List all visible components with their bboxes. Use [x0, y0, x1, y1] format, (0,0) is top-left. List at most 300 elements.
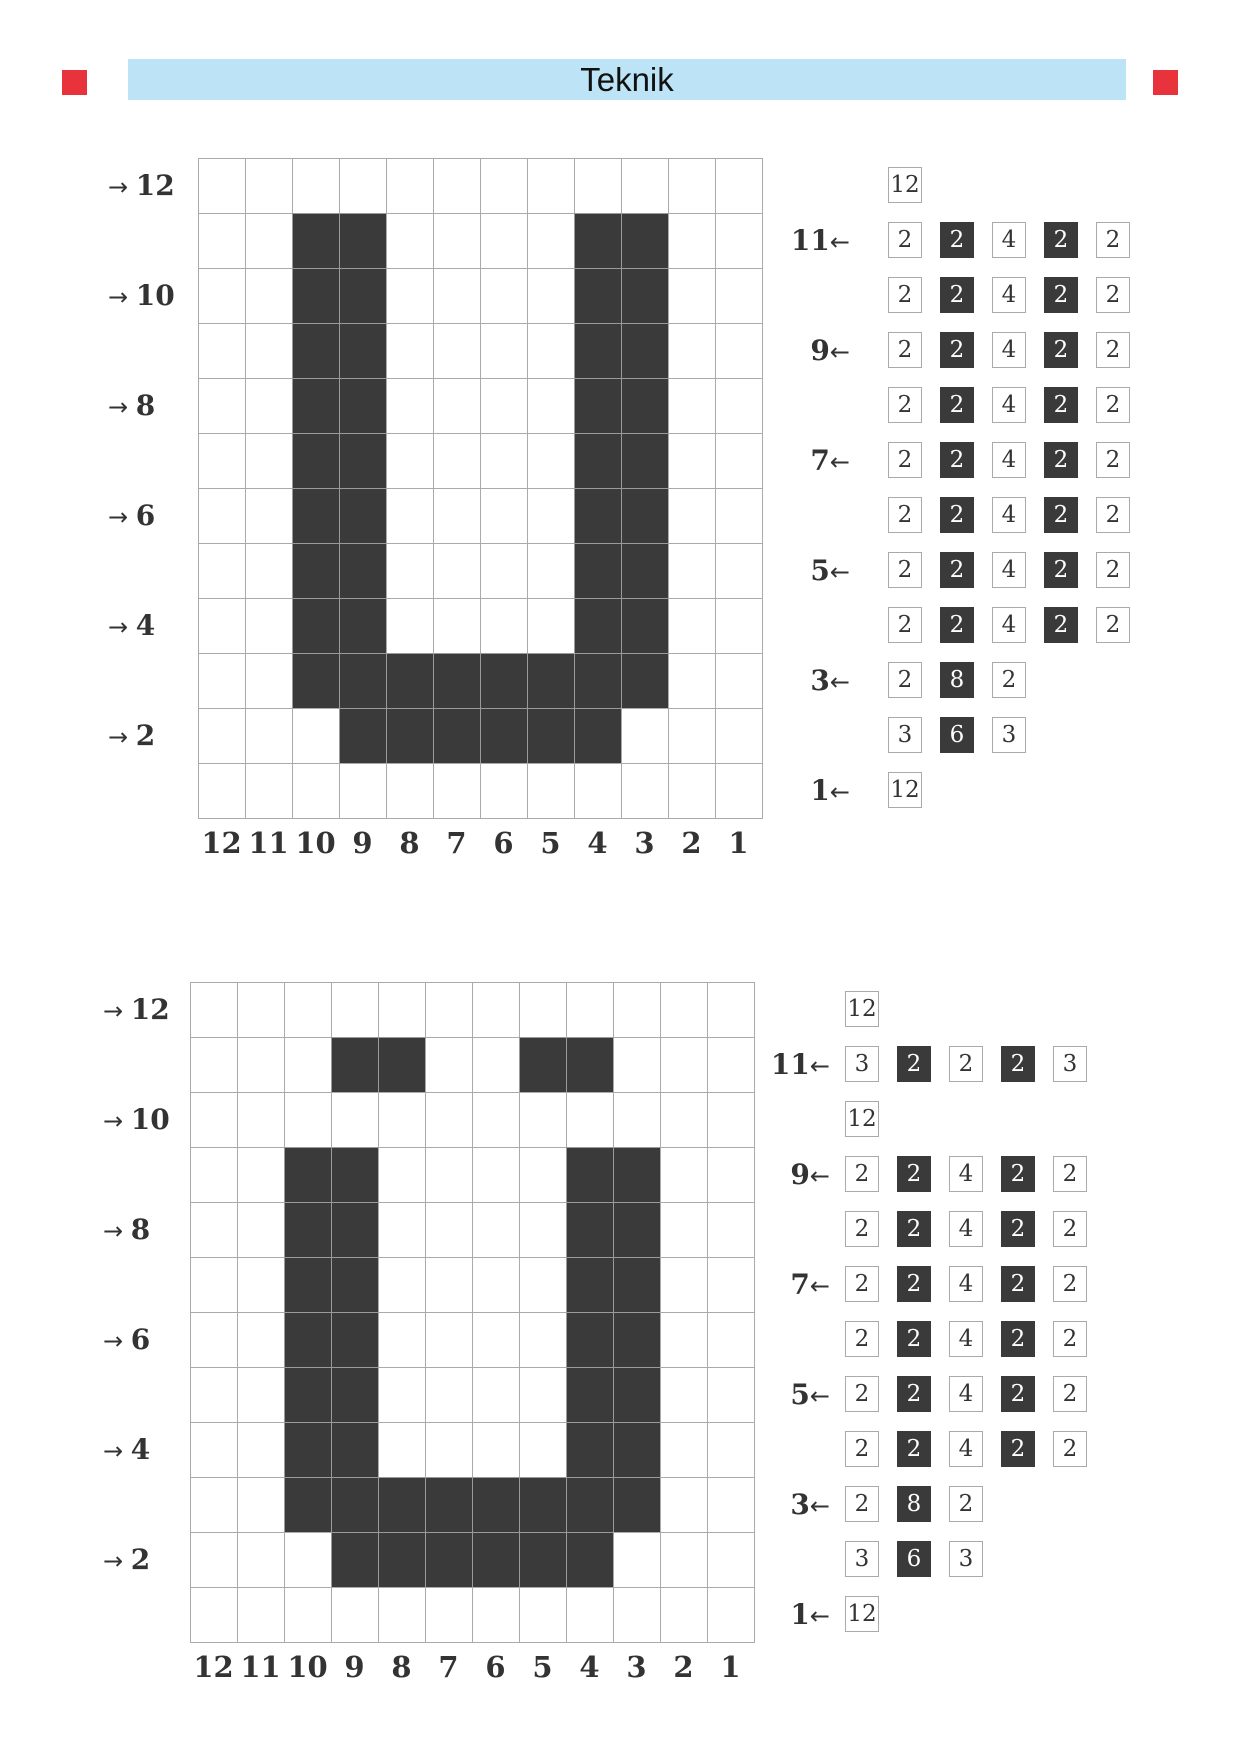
grid-cell-filled[interactable]: [386, 653, 434, 709]
grid-cell-filled[interactable]: [613, 1257, 661, 1313]
grid-cell[interactable]: [331, 982, 379, 1038]
grid-cell[interactable]: [284, 982, 332, 1038]
grid-cell-filled[interactable]: [574, 323, 622, 379]
grid-cell[interactable]: [621, 763, 669, 819]
grid-cell-filled[interactable]: [284, 1367, 332, 1423]
grid-cell[interactable]: [519, 1147, 567, 1203]
grid-cell[interactable]: [378, 1092, 426, 1148]
grid-cell[interactable]: [660, 1202, 708, 1258]
grid-cell[interactable]: [433, 433, 481, 489]
grid-cell[interactable]: [660, 1312, 708, 1368]
grid-cell[interactable]: [198, 488, 246, 544]
grid-cell-filled[interactable]: [339, 653, 387, 709]
grid-cell[interactable]: [660, 1257, 708, 1313]
grid-cell-filled[interactable]: [574, 598, 622, 654]
grid-cell[interactable]: [480, 763, 528, 819]
grid-cell-filled[interactable]: [613, 1367, 661, 1423]
grid-cell[interactable]: [425, 1312, 473, 1368]
grid-cell[interactable]: [425, 1092, 473, 1148]
grid-cell[interactable]: [198, 433, 246, 489]
grid-cell[interactable]: [707, 982, 755, 1038]
grid-cell-filled[interactable]: [527, 708, 575, 764]
grid-cell[interactable]: [480, 323, 528, 379]
grid-cell[interactable]: [668, 708, 716, 764]
grid-cell-filled[interactable]: [339, 708, 387, 764]
grid-cell[interactable]: [668, 268, 716, 324]
arrow-left-icon: ←: [829, 338, 850, 366]
grid-cell-filled[interactable]: [613, 1477, 661, 1533]
grid-cell-filled[interactable]: [339, 488, 387, 544]
grid-cell-filled[interactable]: [284, 1202, 332, 1258]
grid-cell[interactable]: [425, 1147, 473, 1203]
grid-cell[interactable]: [386, 378, 434, 434]
grid-cell[interactable]: [707, 1147, 755, 1203]
grid-cell[interactable]: [472, 1202, 520, 1258]
grid-cell-filled[interactable]: [339, 213, 387, 269]
arrow-left-icon: ←: [809, 1602, 830, 1630]
clue-box-dark: 2: [897, 1376, 931, 1412]
grid-cell[interactable]: [190, 982, 238, 1038]
grid-cell[interactable]: [378, 1147, 426, 1203]
grid-cell[interactable]: [198, 653, 246, 709]
row-label-right: [810, 554, 850, 587]
grid-cell[interactable]: [386, 598, 434, 654]
grid-cell[interactable]: [527, 488, 575, 544]
grid-cell[interactable]: [425, 1587, 473, 1643]
grid-cell-filled[interactable]: [574, 653, 622, 709]
grid-cell-filled[interactable]: [613, 1312, 661, 1368]
grid-cell-filled[interactable]: [621, 378, 669, 434]
grid-cell-filled[interactable]: [621, 598, 669, 654]
grid-cell[interactable]: [433, 268, 481, 324]
grid-cell[interactable]: [668, 323, 716, 379]
grid-cell[interactable]: [668, 158, 716, 214]
grid-cell-filled[interactable]: [566, 1312, 614, 1368]
grid-cell-filled[interactable]: [527, 653, 575, 709]
grid-cell[interactable]: [237, 1257, 285, 1313]
grid-cell-filled[interactable]: [621, 543, 669, 599]
grid-cell[interactable]: [660, 1147, 708, 1203]
grid-cell[interactable]: [660, 982, 708, 1038]
grid-cell-filled[interactable]: [566, 1422, 614, 1478]
grid-cell-filled[interactable]: [574, 488, 622, 544]
grid-cell[interactable]: [237, 982, 285, 1038]
grid-cell[interactable]: [668, 488, 716, 544]
grid-cell[interactable]: [378, 1587, 426, 1643]
grid-cell[interactable]: [472, 1257, 520, 1313]
grid-cell-filled[interactable]: [566, 1257, 614, 1313]
grid-cell-filled[interactable]: [331, 1477, 379, 1533]
grid-cell[interactable]: [425, 982, 473, 1038]
grid-cell-filled[interactable]: [621, 653, 669, 709]
grid-cell[interactable]: [715, 378, 763, 434]
grid-cell-filled[interactable]: [378, 1532, 426, 1588]
grid-cell[interactable]: [237, 1367, 285, 1423]
grid-cell[interactable]: [245, 213, 293, 269]
grid-cell-filled[interactable]: [386, 708, 434, 764]
grid-cell[interactable]: [245, 708, 293, 764]
grid-cell[interactable]: [480, 433, 528, 489]
grid-cell[interactable]: [519, 1312, 567, 1368]
grid-cell[interactable]: [519, 1367, 567, 1423]
grid-cell[interactable]: [707, 1312, 755, 1368]
grid-cell-filled[interactable]: [433, 708, 481, 764]
grid-cell[interactable]: [519, 1587, 567, 1643]
grid-cell-filled[interactable]: [480, 653, 528, 709]
grid-cell-filled[interactable]: [284, 1312, 332, 1368]
grid-cell[interactable]: [574, 158, 622, 214]
grid-cell[interactable]: [480, 268, 528, 324]
grid-cell-filled[interactable]: [292, 433, 340, 489]
grid-cell[interactable]: [613, 1037, 661, 1093]
grid-cell[interactable]: [190, 1202, 238, 1258]
grid-cell[interactable]: [527, 158, 575, 214]
grid-cell[interactable]: [480, 598, 528, 654]
grid-cell-filled[interactable]: [331, 1257, 379, 1313]
grid-cell[interactable]: [386, 543, 434, 599]
grid-cell[interactable]: [237, 1532, 285, 1588]
grid-cell[interactable]: [245, 763, 293, 819]
grid-cell[interactable]: [198, 543, 246, 599]
grid-cell-filled[interactable]: [292, 653, 340, 709]
grid-cell[interactable]: [668, 598, 716, 654]
grid-cell[interactable]: [433, 488, 481, 544]
grid-cell[interactable]: [292, 763, 340, 819]
grid-cell[interactable]: [613, 1587, 661, 1643]
grid-cell[interactable]: [472, 1147, 520, 1203]
grid-cell[interactable]: [425, 1257, 473, 1313]
grid-cell[interactable]: [386, 763, 434, 819]
grid-cell-filled[interactable]: [613, 1147, 661, 1203]
grid-cell-filled[interactable]: [331, 1202, 379, 1258]
grid-cell[interactable]: [237, 1092, 285, 1148]
grid-cell[interactable]: [425, 1202, 473, 1258]
grid-cell[interactable]: [386, 213, 434, 269]
grid-cell-filled[interactable]: [566, 1147, 614, 1203]
grid-cell[interactable]: [472, 1312, 520, 1368]
clue-box: 4: [992, 607, 1026, 643]
grid-cell[interactable]: [237, 1587, 285, 1643]
grid-cell[interactable]: [378, 1422, 426, 1478]
grid-cell[interactable]: [190, 1147, 238, 1203]
grid-cell[interactable]: [292, 708, 340, 764]
grid-cell[interactable]: [519, 982, 567, 1038]
arrow-right-icon: →: [103, 1217, 131, 1245]
grid-cell[interactable]: [472, 1092, 520, 1148]
grid-cell[interactable]: [660, 1587, 708, 1643]
grid-cell-filled[interactable]: [331, 1147, 379, 1203]
grid-cell[interactable]: [472, 1422, 520, 1478]
grid-cell[interactable]: [198, 598, 246, 654]
grid-cell[interactable]: [198, 708, 246, 764]
grid-cell[interactable]: [245, 488, 293, 544]
grid-cell[interactable]: [433, 543, 481, 599]
grid-cell[interactable]: [613, 1092, 661, 1148]
clue-box-dark: 2: [1044, 222, 1078, 258]
grid-cell[interactable]: [433, 158, 481, 214]
grid-cell[interactable]: [715, 433, 763, 489]
grid-cell[interactable]: [245, 543, 293, 599]
grid-cell-filled[interactable]: [339, 378, 387, 434]
grid-cell-filled[interactable]: [574, 213, 622, 269]
grid-cell[interactable]: [472, 1587, 520, 1643]
grid-cell[interactable]: [237, 1202, 285, 1258]
grid-cell[interactable]: [527, 763, 575, 819]
grid-cell[interactable]: [613, 1532, 661, 1588]
grid-cell[interactable]: [574, 763, 622, 819]
grid-cell-filled[interactable]: [574, 708, 622, 764]
grid-cell[interactable]: [245, 433, 293, 489]
grid-cell[interactable]: [613, 982, 661, 1038]
grid-cell[interactable]: [621, 708, 669, 764]
grid-cell-filled[interactable]: [292, 378, 340, 434]
grid-cell[interactable]: [237, 1312, 285, 1368]
grid-cell-filled[interactable]: [621, 323, 669, 379]
grid-cell[interactable]: [668, 763, 716, 819]
grid-cell[interactable]: [527, 543, 575, 599]
grid-cell[interactable]: [245, 158, 293, 214]
grid-cell-filled[interactable]: [284, 1147, 332, 1203]
grid-cell[interactable]: [433, 763, 481, 819]
grid-cell[interactable]: [190, 1422, 238, 1478]
grid-cell[interactable]: [190, 1037, 238, 1093]
grid-cell-filled[interactable]: [519, 1477, 567, 1533]
grid-cell[interactable]: [566, 1092, 614, 1148]
grid-cell[interactable]: [668, 378, 716, 434]
grid-cell[interactable]: [245, 653, 293, 709]
grid-cell-filled[interactable]: [425, 1532, 473, 1588]
grid-cell[interactable]: [715, 213, 763, 269]
grid-cell[interactable]: [237, 1037, 285, 1093]
grid-cell[interactable]: [378, 1312, 426, 1368]
grid-cell[interactable]: [527, 213, 575, 269]
grid-cell[interactable]: [198, 213, 246, 269]
grid-cell-filled[interactable]: [480, 708, 528, 764]
grid-cell[interactable]: [386, 433, 434, 489]
grid-cell[interactable]: [198, 158, 246, 214]
grid-cell[interactable]: [386, 488, 434, 544]
grid-cell[interactable]: [660, 1092, 708, 1148]
grid-cell[interactable]: [284, 1037, 332, 1093]
grid-cell[interactable]: [527, 433, 575, 489]
grid-cell[interactable]: [331, 1587, 379, 1643]
grid-cell-filled[interactable]: [613, 1202, 661, 1258]
grid-cell-filled[interactable]: [331, 1037, 379, 1093]
grid-cell-filled[interactable]: [378, 1477, 426, 1533]
grid-cell[interactable]: [519, 1092, 567, 1148]
grid-cell[interactable]: [660, 1422, 708, 1478]
grid-cell-filled[interactable]: [613, 1422, 661, 1478]
grid-cell[interactable]: [480, 378, 528, 434]
grid-cell[interactable]: [715, 708, 763, 764]
grid-cell-filled[interactable]: [574, 268, 622, 324]
grid-cell-filled[interactable]: [331, 1422, 379, 1478]
grid-cell[interactable]: [198, 323, 246, 379]
grid-cell-filled[interactable]: [284, 1257, 332, 1313]
grid-cell[interactable]: [237, 1477, 285, 1533]
grid-cell-filled[interactable]: [292, 323, 340, 379]
grid-cell[interactable]: [668, 653, 716, 709]
grid-cell[interactable]: [527, 598, 575, 654]
grid-cell-filled[interactable]: [433, 653, 481, 709]
grid-cell[interactable]: [715, 488, 763, 544]
grid-cell-filled[interactable]: [331, 1367, 379, 1423]
grid-cell[interactable]: [433, 213, 481, 269]
grid-cell[interactable]: [715, 598, 763, 654]
grid-cell-filled[interactable]: [519, 1532, 567, 1588]
grid-cell[interactable]: [386, 323, 434, 379]
grid-cell[interactable]: [715, 543, 763, 599]
grid-cell-filled[interactable]: [425, 1477, 473, 1533]
grid-cell[interactable]: [339, 158, 387, 214]
column-label: 9: [344, 1650, 365, 1684]
grid-cell[interactable]: [519, 1257, 567, 1313]
grid-cell[interactable]: [198, 763, 246, 819]
clue-box-dark: 2: [897, 1156, 931, 1192]
grid-cell[interactable]: [707, 1257, 755, 1313]
grid-cell-filled[interactable]: [292, 543, 340, 599]
grid-cell-filled[interactable]: [331, 1532, 379, 1588]
grid-cell-filled[interactable]: [339, 268, 387, 324]
grid-cell[interactable]: [190, 1532, 238, 1588]
grid-cell[interactable]: [425, 1037, 473, 1093]
grid-cell[interactable]: [707, 1532, 755, 1588]
grid-cell[interactable]: [425, 1367, 473, 1423]
grid-cell-filled[interactable]: [566, 1367, 614, 1423]
grid-cell[interactable]: [245, 378, 293, 434]
grid-cell[interactable]: [433, 323, 481, 379]
grid-cell[interactable]: [190, 1257, 238, 1313]
grid-cell[interactable]: [527, 323, 575, 379]
grid-cell-filled[interactable]: [292, 268, 340, 324]
grid-cell[interactable]: [527, 268, 575, 324]
grid-cell[interactable]: [480, 543, 528, 599]
grid-cell[interactable]: [237, 1422, 285, 1478]
arrow-left-icon: ←: [829, 228, 850, 256]
grid-cell[interactable]: [715, 323, 763, 379]
grid-cell[interactable]: [237, 1147, 285, 1203]
grid-cell[interactable]: [519, 1202, 567, 1258]
grid-cell[interactable]: [284, 1587, 332, 1643]
grid-cell-filled[interactable]: [292, 488, 340, 544]
grid-cell-filled[interactable]: [566, 1037, 614, 1093]
grid-cell-filled[interactable]: [339, 323, 387, 379]
grid-cell[interactable]: [472, 982, 520, 1038]
grid-cell[interactable]: [284, 1092, 332, 1148]
grid-cell[interactable]: [621, 158, 669, 214]
grid-cell[interactable]: [378, 1257, 426, 1313]
grid-cell-filled[interactable]: [519, 1037, 567, 1093]
grid-cell[interactable]: [715, 268, 763, 324]
grid-cell-filled[interactable]: [621, 433, 669, 489]
grid-cell[interactable]: [190, 1312, 238, 1368]
grid-cell[interactable]: [480, 213, 528, 269]
grid-cell-filled[interactable]: [574, 378, 622, 434]
grid-cell[interactable]: [190, 1367, 238, 1423]
grid-cell[interactable]: [707, 1422, 755, 1478]
grid-cell[interactable]: [386, 268, 434, 324]
grid-cell[interactable]: [707, 1202, 755, 1258]
grid-cell-filled[interactable]: [378, 1037, 426, 1093]
grid-cell-filled[interactable]: [566, 1477, 614, 1533]
grid-cell-filled[interactable]: [574, 433, 622, 489]
grid-cell-filled[interactable]: [621, 268, 669, 324]
grid-cell[interactable]: [660, 1477, 708, 1533]
grid-cell[interactable]: [715, 158, 763, 214]
grid-cell[interactable]: [386, 158, 434, 214]
grid-cell-filled[interactable]: [566, 1532, 614, 1588]
grid-cell[interactable]: [378, 1367, 426, 1423]
grid-cell-filled[interactable]: [292, 213, 340, 269]
grid-cell-filled[interactable]: [284, 1477, 332, 1533]
grid-cell[interactable]: [198, 378, 246, 434]
grid-cell[interactable]: [433, 378, 481, 434]
grid-cell[interactable]: [472, 1367, 520, 1423]
grid-cell[interactable]: [284, 1532, 332, 1588]
grid-cell[interactable]: [331, 1092, 379, 1148]
grid-cell-filled[interactable]: [472, 1532, 520, 1588]
column-label: 7: [438, 1650, 459, 1684]
grid-cell[interactable]: [527, 378, 575, 434]
grid-cell-filled[interactable]: [566, 1202, 614, 1258]
grid-cell[interactable]: [566, 982, 614, 1038]
grid-cell-filled[interactable]: [284, 1422, 332, 1478]
grid-cell[interactable]: [715, 763, 763, 819]
grid-cell[interactable]: [707, 1477, 755, 1533]
grid-cell[interactable]: [245, 323, 293, 379]
grid-cell[interactable]: [566, 1587, 614, 1643]
grid-cell[interactable]: [707, 1367, 755, 1423]
grid-cell[interactable]: [668, 433, 716, 489]
grid-cell[interactable]: [660, 1532, 708, 1588]
grid-cell[interactable]: [668, 213, 716, 269]
column-label: 7: [446, 826, 467, 860]
grid-cell[interactable]: [190, 1587, 238, 1643]
grid-cell[interactable]: [245, 598, 293, 654]
grid-cell[interactable]: [292, 158, 340, 214]
grid-cell[interactable]: [472, 1037, 520, 1093]
grid-cell[interactable]: [660, 1037, 708, 1093]
grid-cell[interactable]: [707, 1037, 755, 1093]
grid-cell[interactable]: [190, 1477, 238, 1533]
grid-cell[interactable]: [245, 268, 293, 324]
grid-cell[interactable]: [707, 1092, 755, 1148]
grid-cell-filled[interactable]: [292, 598, 340, 654]
grid-cell-filled[interactable]: [339, 433, 387, 489]
grid-cell[interactable]: [519, 1422, 567, 1478]
grid-cell[interactable]: [668, 543, 716, 599]
grid-cell-filled[interactable]: [339, 543, 387, 599]
grid-cell[interactable]: [480, 488, 528, 544]
grid-cell-filled[interactable]: [472, 1477, 520, 1533]
grid-cell[interactable]: [715, 653, 763, 709]
grid-cell[interactable]: [190, 1092, 238, 1148]
grid-cell[interactable]: [660, 1367, 708, 1423]
grid-cell[interactable]: [378, 1202, 426, 1258]
grid-cell-filled[interactable]: [574, 543, 622, 599]
grid-cell[interactable]: [339, 763, 387, 819]
grid-cell[interactable]: [378, 982, 426, 1038]
grid-cell-filled[interactable]: [621, 213, 669, 269]
grid-cell[interactable]: [480, 158, 528, 214]
grid-cell[interactable]: [198, 268, 246, 324]
grid-cell[interactable]: [433, 598, 481, 654]
grid-cell-filled[interactable]: [339, 598, 387, 654]
grid-cell[interactable]: [425, 1422, 473, 1478]
grid-cell-filled[interactable]: [331, 1312, 379, 1368]
grid-cell[interactable]: [707, 1587, 755, 1643]
grid-cell-filled[interactable]: [621, 488, 669, 544]
